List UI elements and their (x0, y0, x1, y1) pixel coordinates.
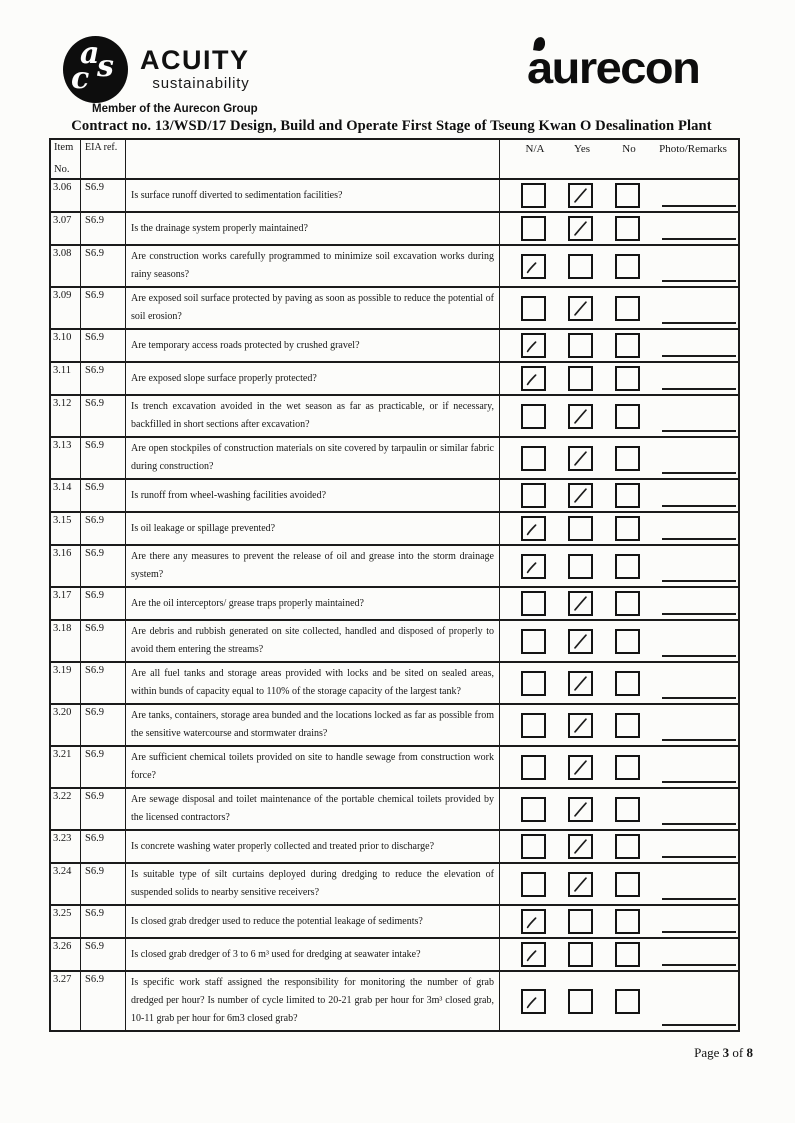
acuity-sustainability-label: sustainability (152, 75, 250, 92)
question-text: Are tanks, containers, storage area bunded and the locations locked as far as possible from the sensitive watercourse and stormwater drains? (131, 710, 494, 739)
table-row (51, 546, 738, 588)
checkbox-na[interactable] (521, 483, 546, 508)
table-row (51, 246, 738, 288)
table-row (51, 396, 738, 438)
remarks-write-in-line[interactable] (662, 781, 736, 783)
item-no: 3.06 (51, 180, 81, 211)
question-cell (126, 864, 500, 904)
question-text: Are there any measures to prevent the release of oil and grease into the storm drainage system? (131, 551, 494, 580)
checkbox-na[interactable] (521, 404, 546, 429)
table-row (51, 213, 738, 246)
tick-mark (523, 368, 544, 389)
item-no: 3.17 (51, 588, 81, 619)
eia-ref: S6.9 (81, 288, 126, 328)
checkbox-no[interactable] (615, 872, 640, 897)
remarks-write-in-line[interactable] (662, 580, 736, 582)
question-cell (126, 588, 500, 619)
header-photo-remarks: Photo/Remarks (659, 143, 727, 155)
question-cell (126, 288, 500, 328)
eia-ref: S6.9 (81, 480, 126, 511)
page-number-footer (0, 1045, 753, 1061)
item-no: 3.15 (51, 513, 81, 544)
checkbox-na[interactable] (521, 989, 546, 1014)
acs-letter-c: c (71, 61, 90, 96)
checkbox-na[interactable] (521, 872, 546, 897)
item-no: 3.27 (51, 972, 81, 1030)
remarks-write-in-line[interactable] (662, 856, 736, 858)
checkbox-yes[interactable] (568, 516, 593, 541)
remarks-write-in-line[interactable] (662, 280, 736, 282)
question-text: Is trench excavation avoided in the wet season as far as practicable, or if necessary, backfilled in short sections after excavation? (131, 401, 494, 430)
answer-cell (500, 864, 738, 904)
table-row (51, 972, 738, 1030)
checkbox-na[interactable] (521, 446, 546, 471)
question-cell (126, 213, 500, 244)
question-cell (126, 831, 500, 862)
checkbox-na[interactable] (521, 591, 546, 616)
checkbox-yes[interactable] (568, 296, 593, 321)
item-no: 3.11 (51, 363, 81, 394)
table-row (51, 747, 738, 789)
answer-cell (500, 288, 738, 328)
acs-letter-s: s (97, 49, 114, 84)
answer-cell (500, 789, 738, 829)
table-body (51, 180, 738, 1030)
checkbox-no[interactable] (615, 797, 640, 822)
checkbox-na[interactable] (521, 366, 546, 391)
eia-ref: S6.9 (81, 972, 126, 1030)
remarks-write-in-line[interactable] (662, 823, 736, 825)
checkbox-no[interactable] (615, 909, 640, 934)
acs-letter-a: a (80, 36, 100, 71)
checkbox-na[interactable] (521, 183, 546, 208)
question-text: Are sufficient chemical toilets provided on site to handle sewage from construction work force? (131, 752, 494, 781)
item-no: 3.14 (51, 480, 81, 511)
table-row (51, 513, 738, 546)
question-text: Are all fuel tanks and storage areas provided with locks and be sited on sealed areas, within bunds of capacity equal to 110% of the storage capacity of the largest tank? (131, 668, 494, 697)
question-text: Is oil leakage or spillage prevented? (131, 522, 276, 534)
footer-page-total: 8 (746, 1045, 753, 1060)
checkbox-yes[interactable] (568, 366, 593, 391)
table-row (51, 330, 738, 363)
tick-mark (570, 185, 591, 206)
eia-ref: S6.9 (81, 831, 126, 862)
aurecon-wordmark: aurecon (527, 42, 700, 93)
question-cell (126, 513, 500, 544)
answer-cell (500, 747, 738, 787)
question-text: Are temporary access roads protected by crushed gravel? (131, 339, 360, 351)
checkbox-na[interactable] (521, 755, 546, 780)
item-no: 3.13 (51, 438, 81, 478)
table-row (51, 588, 738, 621)
remarks-write-in-line[interactable] (662, 430, 736, 432)
item-no: 3.22 (51, 789, 81, 829)
contract-title: Contract no. 13/WSD/17 Design, Build and Operate First Stage of Tseung Kwan O Desalination Plant (71, 118, 712, 134)
question-text: Are open stockpiles of construction materials on site covered by tarpaulin or similar fabric during construction? (131, 443, 494, 472)
item-no: 3.12 (51, 396, 81, 436)
answer-cell (500, 513, 738, 544)
remarks-write-in-line[interactable] (662, 697, 736, 699)
eia-ref: S6.9 (81, 939, 126, 970)
checkbox-na[interactable] (521, 942, 546, 967)
question-text: Is surface runoff diverted to sedimentation facilities? (131, 189, 343, 201)
question-cell (126, 396, 500, 436)
eia-ref: S6.9 (81, 330, 126, 361)
checkbox-no[interactable] (615, 446, 640, 471)
answer-cell (500, 705, 738, 745)
checkbox-no[interactable] (615, 591, 640, 616)
header-na: N/A (525, 143, 545, 155)
eia-ref: S6.9 (81, 906, 126, 937)
aurecon-logo (527, 44, 699, 91)
footer-page-word: Page (694, 1045, 723, 1060)
eia-ref: S6.9 (81, 789, 126, 829)
checkbox-na[interactable] (521, 516, 546, 541)
question-text: Are debris and rubbish generated on site collected, handled and disposed of properly to avoid them entering the streams? (131, 626, 494, 655)
question-text: Are construction works carefully programmed to minimize soil excavation works during rainy seasons? (131, 251, 494, 280)
answer-cell (500, 972, 738, 1030)
eia-ref: S6.9 (81, 864, 126, 904)
tick-mark (523, 335, 544, 356)
header-answer-columns (500, 140, 738, 178)
eia-ref: S6.9 (81, 513, 126, 544)
question-text: Is concrete washing water properly collected and treated prior to discharge? (131, 840, 435, 852)
checkbox-yes[interactable] (568, 404, 593, 429)
table-row (51, 438, 738, 480)
tick-mark (523, 518, 544, 539)
tick-mark (570, 836, 591, 857)
eia-ref: S6.9 (81, 438, 126, 478)
eia-ref: S6.9 (81, 396, 126, 436)
table-row (51, 906, 738, 939)
question-text: Is the drainage system properly maintained? (131, 222, 308, 234)
checkbox-na[interactable] (521, 554, 546, 579)
checkbox-no[interactable] (615, 834, 640, 859)
eia-ref: S6.9 (81, 246, 126, 286)
item-no: 3.18 (51, 621, 81, 661)
checkbox-no[interactable] (615, 755, 640, 780)
question-cell (126, 546, 500, 586)
checkbox-no[interactable] (615, 554, 640, 579)
question-text: Is closed grab dredger used to reduce the potential leakage of sediments? (131, 915, 423, 927)
checkbox-na[interactable] (521, 216, 546, 241)
inspection-checklist-table (49, 138, 740, 1032)
tick-mark (570, 485, 591, 506)
item-no: 3.10 (51, 330, 81, 361)
checkbox-no[interactable] (615, 216, 640, 241)
eia-ref: S6.9 (81, 213, 126, 244)
checkbox-no[interactable] (615, 296, 640, 321)
footer-page-current: 3 (722, 1045, 730, 1060)
tick-mark (523, 556, 544, 577)
item-no: 3.25 (51, 906, 81, 937)
item-no: 3.26 (51, 939, 81, 970)
checkbox-yes[interactable] (568, 755, 593, 780)
item-no: 3.24 (51, 864, 81, 904)
eia-ref: S6.9 (81, 588, 126, 619)
question-text: Are sewage disposal and toilet maintenance of the portable chemical toilets provided by the licensed contractors? (131, 794, 494, 823)
item-no: 3.23 (51, 831, 81, 862)
tick-mark (570, 448, 591, 469)
checkbox-na[interactable] (521, 834, 546, 859)
question-cell (126, 480, 500, 511)
question-text: Are exposed slope surface properly protected? (131, 372, 317, 384)
question-text: Are the oil interceptors/ grease traps properly maintained? (131, 597, 364, 609)
question-cell (126, 906, 500, 937)
header-no: No (622, 143, 636, 155)
checkbox-yes[interactable] (568, 629, 593, 654)
checkbox-yes[interactable] (568, 909, 593, 934)
checkbox-yes[interactable] (568, 872, 593, 897)
checkbox-yes[interactable] (568, 942, 593, 967)
table-row (51, 621, 738, 663)
remarks-write-in-line[interactable] (662, 322, 736, 324)
tick-mark (570, 799, 591, 820)
checkbox-na[interactable] (521, 713, 546, 738)
checkbox-na[interactable] (521, 254, 546, 279)
answer-cell (500, 180, 738, 211)
item-no: 3.07 (51, 213, 81, 244)
tick-mark (570, 757, 591, 778)
table-row (51, 864, 738, 906)
item-no: 3.20 (51, 705, 81, 745)
answer-cell (500, 363, 738, 394)
header-item-no (51, 140, 81, 178)
checkbox-no[interactable] (615, 404, 640, 429)
remarks-write-in-line[interactable] (662, 205, 736, 207)
table-row (51, 288, 738, 330)
answer-cell (500, 588, 738, 619)
question-cell (126, 438, 500, 478)
remarks-write-in-line[interactable] (662, 739, 736, 741)
remarks-write-in-line[interactable] (662, 388, 736, 390)
eia-ref: S6.9 (81, 705, 126, 745)
question-cell (126, 663, 500, 703)
question-text: Is closed grab dredger of 3 to 6 m³ used for dredging at seawater intake? (131, 948, 421, 960)
remarks-write-in-line[interactable] (662, 898, 736, 900)
answer-cell (500, 906, 738, 937)
question-cell (126, 246, 500, 286)
tick-mark (570, 874, 591, 895)
header-eia-ref: EIA ref. (81, 140, 126, 178)
answer-cell (500, 213, 738, 244)
remarks-write-in-line[interactable] (662, 1024, 736, 1026)
member-of-aurecon-line: Member of the Aurecon Group (92, 103, 258, 115)
question-text: Are exposed soil surface protected by paving as soon as possible to reduce the potential of soil erosion? (131, 293, 494, 322)
question-cell (126, 747, 500, 787)
question-cell (126, 330, 500, 361)
acuity-wordmark (140, 47, 250, 91)
checkbox-no[interactable] (615, 989, 640, 1014)
item-no: 3.21 (51, 747, 81, 787)
checkbox-na[interactable] (521, 671, 546, 696)
table-row (51, 705, 738, 747)
tick-mark (570, 593, 591, 614)
tick-mark (523, 944, 544, 965)
answer-cell (500, 546, 738, 586)
table-row (51, 663, 738, 705)
question-cell (126, 939, 500, 970)
checkbox-na[interactable] (521, 629, 546, 654)
answer-cell (500, 831, 738, 862)
header-yes: Yes (573, 143, 590, 155)
checkbox-no[interactable] (615, 713, 640, 738)
answer-cell (500, 246, 738, 286)
table-row (51, 363, 738, 396)
remarks-write-in-line[interactable] (662, 613, 736, 615)
remarks-write-in-line[interactable] (662, 505, 736, 507)
answer-cell (500, 621, 738, 661)
answer-cell (500, 663, 738, 703)
eia-ref: S6.9 (81, 180, 126, 211)
eia-ref: S6.9 (81, 621, 126, 661)
tick-mark (570, 673, 591, 694)
table-row (51, 939, 738, 972)
tick-mark (570, 406, 591, 427)
table-header-row (51, 140, 738, 180)
eia-ref: S6.9 (81, 546, 126, 586)
acuity-name: ACUITY (140, 45, 250, 75)
checkbox-na[interactable] (521, 333, 546, 358)
checkbox-yes[interactable] (568, 989, 593, 1014)
checkbox-na[interactable] (521, 296, 546, 321)
acs-monogram-logo (63, 36, 128, 103)
checkbox-yes[interactable] (568, 216, 593, 241)
tick-mark (523, 991, 544, 1012)
question-text: Is suitable type of silt curtains deployed during dredging to reduce the elevation of suspended solids to nearby sensitive receivers? (131, 869, 494, 898)
checkbox-yes[interactable] (568, 671, 593, 696)
tick-mark (570, 218, 591, 239)
question-cell (126, 789, 500, 829)
answer-cell (500, 330, 738, 361)
checkbox-no[interactable] (615, 333, 640, 358)
tick-mark (570, 715, 591, 736)
checkbox-yes[interactable] (568, 834, 593, 859)
checkbox-yes[interactable] (568, 254, 593, 279)
header-question-column (126, 140, 500, 178)
checkbox-yes[interactable] (568, 591, 593, 616)
item-no: 3.08 (51, 246, 81, 286)
eia-ref: S6.9 (81, 663, 126, 703)
remarks-write-in-line[interactable] (662, 355, 736, 357)
checkbox-no[interactable] (615, 671, 640, 696)
checkbox-yes[interactable] (568, 713, 593, 738)
checkbox-yes[interactable] (568, 446, 593, 471)
remarks-write-in-line[interactable] (662, 655, 736, 657)
tick-mark (523, 256, 544, 277)
checkbox-yes[interactable] (568, 797, 593, 822)
checkbox-no[interactable] (615, 483, 640, 508)
remarks-write-in-line[interactable] (662, 964, 736, 966)
checkbox-no[interactable] (615, 254, 640, 279)
question-cell (126, 972, 500, 1030)
table-row (51, 480, 738, 513)
question-cell (126, 705, 500, 745)
remarks-write-in-line[interactable] (662, 472, 736, 474)
tick-mark (570, 298, 591, 319)
checkbox-na[interactable] (521, 797, 546, 822)
checkbox-yes[interactable] (568, 554, 593, 579)
question-cell (126, 621, 500, 661)
checkbox-yes[interactable] (568, 483, 593, 508)
answer-cell (500, 480, 738, 511)
checkbox-yes[interactable] (568, 183, 593, 208)
header-item-line1: Item (54, 142, 74, 153)
item-no: 3.19 (51, 663, 81, 703)
answer-cell (500, 438, 738, 478)
tick-mark (523, 911, 544, 932)
eia-ref: S6.9 (81, 747, 126, 787)
tick-mark (570, 631, 591, 652)
checkbox-no[interactable] (615, 942, 640, 967)
answer-cell (500, 396, 738, 436)
question-cell (126, 180, 500, 211)
checkbox-no[interactable] (615, 629, 640, 654)
checkbox-na[interactable] (521, 909, 546, 934)
item-no: 3.09 (51, 288, 81, 328)
remarks-write-in-line[interactable] (662, 931, 736, 933)
table-row (51, 789, 738, 831)
question-cell (126, 363, 500, 394)
table-row (51, 180, 738, 213)
footer-of-word: of (729, 1045, 747, 1060)
checkbox-no[interactable] (615, 183, 640, 208)
question-text: Is runoff from wheel-washing facilities avoided? (131, 489, 327, 501)
checkbox-no[interactable] (615, 366, 640, 391)
remarks-write-in-line[interactable] (662, 538, 736, 540)
remarks-write-in-line[interactable] (662, 238, 736, 240)
answer-cell (500, 939, 738, 970)
eia-ref: S6.9 (81, 363, 126, 394)
question-text: Is specific work staff assigned the responsibility for monitoring the number of grab dredged per hour? Is number of cycle limited to 20-21 grab per hour for 3m³ closed grab, 10-11 grab per hour for 6m3 closed grab? (131, 977, 494, 1024)
item-no: 3.16 (51, 546, 81, 586)
checkbox-no[interactable] (615, 516, 640, 541)
checkbox-yes[interactable] (568, 333, 593, 358)
header-item-line2: No. (54, 164, 70, 175)
table-row (51, 831, 738, 864)
